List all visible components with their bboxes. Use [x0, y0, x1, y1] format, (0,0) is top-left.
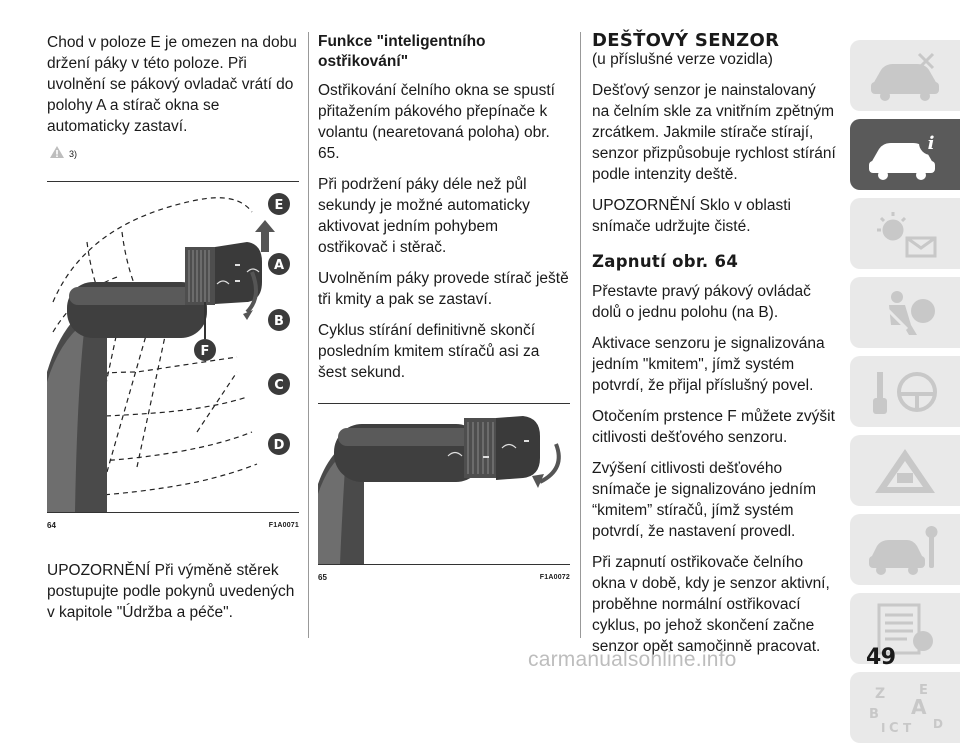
column-divider-1: [308, 32, 309, 638]
index-letter-c: C: [889, 720, 899, 736]
figure-64-label-a: A: [273, 258, 285, 273]
figure-65-number: 65: [318, 573, 327, 582]
svg-text:i: i: [927, 132, 935, 154]
car-info-icon: [863, 127, 947, 183]
index-letter-e: E: [919, 682, 928, 698]
paragraph-smart-washing-1: Ostřikování čelního okna se spustí přitažením pákového přepínače k volantu (nearetovaná poloha) obr. 65.: [318, 82, 555, 162]
figure-64-label-b: B: [274, 314, 284, 329]
index-letter-a: A: [911, 694, 927, 719]
figure-65-bottom-rule: [318, 564, 570, 565]
warning-reference: [49, 145, 299, 159]
car-overview-icon: [863, 48, 947, 104]
page-number: 49: [866, 645, 896, 670]
watermark: carmanualsonline.info: [528, 648, 737, 671]
alphabetical-index-icon: [863, 680, 947, 736]
figure-65-code: F1A0072: [539, 574, 570, 581]
key-steering-icon: [863, 364, 947, 420]
paragraph-activation-1: Přestavte pravý pákový ovládač dolů o jednu polohu (na B).: [592, 283, 811, 321]
figure-64-label-e: E: [274, 198, 284, 213]
paragraph-rain-sensor-2: UPOZORNĚNÍ Sklo v oblasti snímače udržujte čisté.: [592, 197, 791, 235]
column-3: [592, 32, 837, 667]
warning-reference-number: 3): [69, 149, 78, 159]
tab-car-overview[interactable]: [850, 40, 960, 111]
paragraph-activation-4: Zvýšení citlivosti dešťového snímače je signalizováno jedním “kmitem” stíračů, jímž systém potvrdí, že nastavení provedl.: [592, 460, 817, 540]
airbag-safety-icon: [863, 285, 947, 341]
figure-64-caption: [47, 515, 299, 536]
tab-maintenance[interactable]: [850, 514, 960, 585]
paragraph-rain-sensor-1: Dešťový senzor je nainstalovaný na čelním skle za vnitřním zpětným zrcátkem. Jakmile stírače stírají, senzor přizpůsobuje rychlost stírání podle intenzity deště.: [592, 82, 836, 183]
index-letter-i: I: [881, 720, 886, 735]
tab-car-info[interactable]: [850, 119, 960, 190]
figure-64-label-f: F: [200, 344, 210, 359]
index-letter-b: B: [869, 706, 879, 722]
column-divider-2: [580, 32, 581, 638]
subheading-version: (u příslušné verze vozidla): [592, 51, 773, 68]
figure-64-number: 64: [47, 521, 56, 530]
figure-64: [47, 182, 299, 512]
tab-starting-driving[interactable]: [850, 356, 960, 427]
warning-triangle-icon: [49, 145, 65, 159]
tab-safety[interactable]: [850, 277, 960, 348]
warning-lights-icon: [863, 206, 947, 262]
tab-warning-lights[interactable]: [850, 198, 960, 269]
heading-rain-sensor: DEŠŤOVÝ SENZOR: [592, 30, 780, 51]
breakdown-triangle-icon: [863, 443, 947, 499]
index-letter-t: T: [903, 720, 912, 735]
figure-64-label-d: D: [273, 438, 285, 453]
paragraph-smart-washing-2: Při podržení páky déle než půl sekundy je možné automaticky aktivovat jedním pohybem ostřikovač i stěrač.: [318, 176, 530, 256]
figure-64-code: F1A0071: [268, 522, 299, 529]
paragraph-activation-5: Při zapnutí ostřikovače čelního okna v době, kdy je senzor aktivní, proběhne normální ostřikovací cyklus, po jehož skončení začne senzor opět samočinně pracovat.: [592, 554, 830, 655]
paragraph-smart-washing-3: Uvolněním páky provede stírač ještě tři kmity a pak se zastaví.: [318, 270, 569, 308]
paragraph-wash-position: Chod v poloze E je omezen na dobu držení páky v této poloze. Při uvolnění se pákový ovladač vrátí do polohy A a stírač okna se automaticky zastaví.: [47, 34, 297, 135]
paragraph-wiper-replacement-warning: UPOZORNĚNÍ Při výměně stěrek postupujte podle pokynů uvedených v kapitole "Údržba a péče".: [47, 562, 295, 621]
index-letter-z: Z: [875, 685, 886, 702]
column-1: [47, 32, 299, 633]
heading-activation: Zapnutí obr. 64: [592, 252, 739, 271]
paragraph-activation-2: Aktivace senzoru je signalizována jedním "kmitem", jímž systém potvrdí, že přijal příslušný povel.: [592, 335, 825, 394]
heading-smart-washing: Funkce "inteligentního ostřikování": [318, 33, 486, 70]
figure-64-lever-illustration: [47, 182, 299, 512]
column-2: [318, 32, 570, 588]
figure-64-label-c: C: [274, 378, 284, 393]
paragraph-smart-washing-4: Cyklus stírání definitivně skončí posledním kmitem stíračů asi za šest sekund.: [318, 322, 540, 381]
figure-65-caption: [318, 567, 570, 588]
tab-index[interactable]: [850, 672, 960, 743]
index-letter-d: D: [933, 716, 943, 731]
paragraph-activation-3: Otočením prstence F můžete zvýšit citlivosti dešťového senzoru.: [592, 408, 835, 446]
car-maintenance-icon: [863, 522, 947, 578]
figure-65: [318, 404, 570, 564]
figure-64-bottom-rule: [47, 512, 299, 513]
figure-65-lever-illustration: [318, 404, 570, 564]
tab-emergency[interactable]: [850, 435, 960, 506]
